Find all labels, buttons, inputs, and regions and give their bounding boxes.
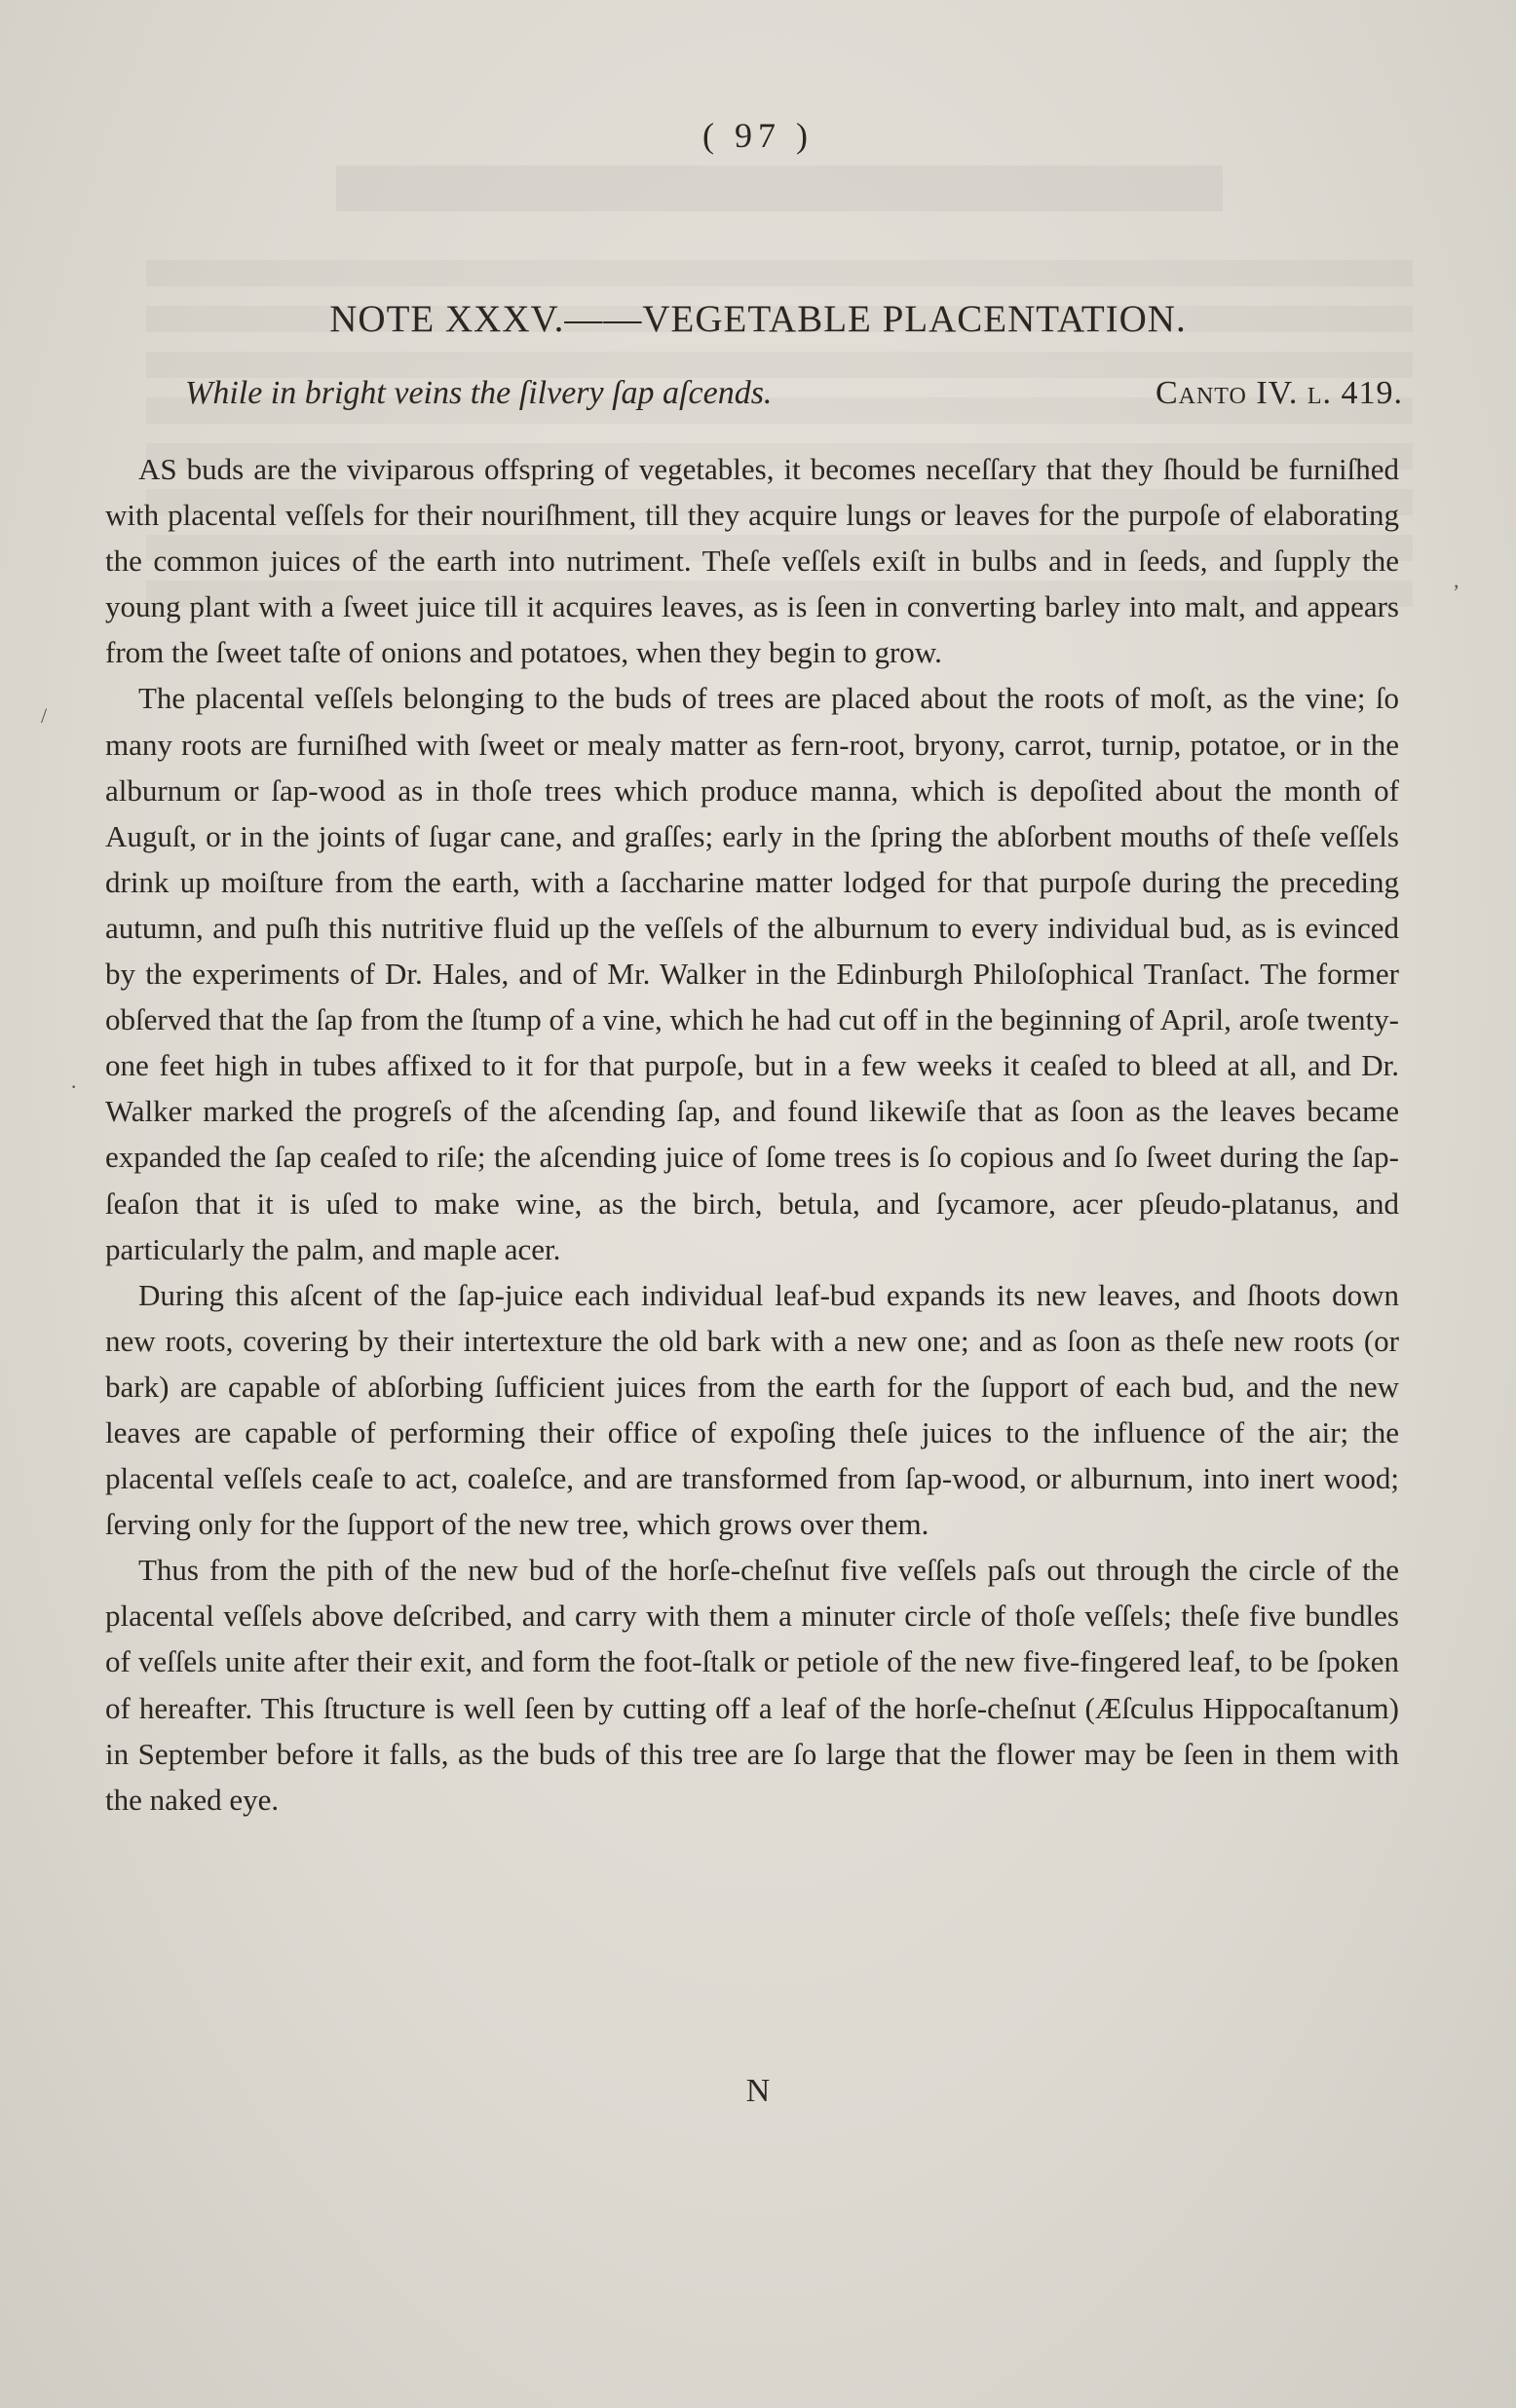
canto-reference: Canto IV. l. 419. [1155, 375, 1403, 411]
ink-speck: / [41, 703, 48, 728]
note-body [105, 446, 1399, 1823]
paragraph-2: The placental veſſels belonging to the buds of trees are placed about the roots of moſt, as the vine; ſo many roots are furniſhed with ſweet or mealy matter as fern-root, bryony, carrot, turnip, potatoe, or in the alburnum or ſap-wood as in thoſe trees which produce manna, which is depoſited about the month of Auguſt, or in the joints of ſugar cane, and graſſes; early in the ſpring the abſorbent mouths of theſe veſſels drink up moiſture from the earth, with a ſaccharine matter lodged for that purpoſe during the preceding autumn, and puſh this nutritive fluid up the veſſels of the alburnum to every individual bud, as is evinced by the experiments of Dr. Hales, and of Mr. Walker in the Edinburgh Philoſophical Tranſact. The former obſerved that the ſap from the ſtump of a vine, which he had cut off in the beginning of April, aroſe twenty-one feet high in tubes affixed to it for that purpoſe, but in a few weeks it ceaſed to bleed at all, and Dr. Walker marked the progreſs of the aſcending ſap, and found likewiſe that as ſoon as the leaves became expanded the ſap ceaſed to riſe; the aſcending juice of ſome trees is ſo copious and ſo ſweet during the ſap-ſeaſon that it is uſed to make wine, as the birch, betula, and ſycamore, acer pſeudo-platanus, and particularly the palm, and maple acer. [105, 681, 1399, 1266]
epigraph-row [185, 375, 1403, 424]
signature-mark: N [745, 2073, 771, 2109]
ink-speck: · [70, 1074, 78, 1099]
paragraph-4: Thus from the pith of the new bud of the horſe-cheſnut five veſſels paſs out through the circle of the placental veſſels above deſcribed, and carry with them a minuter circle of thoſe veſſels; theſe five bundles of veſſels unite after their exit, and form the foot-ſtalk or petiole of the new five-fingered leaf, to be ſpoken of hereafter. This ſtructure is well ſeen by cutting off a leaf of the horſe-cheſnut (Æſculus Hippocaſtanum) in September before it falls, as the buds of this tree are ſo large that the flower may be ſeen in them with the naked eye. [105, 1553, 1399, 1817]
ink-speck: , [1454, 568, 1459, 592]
page-number: ( 97 ) [702, 116, 814, 155]
epigraph: While in bright veins the ſilvery ſap aſcends. [185, 375, 773, 411]
note-title: NOTE XXXV.——VEGETABLE PLACENTATION. [329, 298, 1187, 340]
paragraph-1: AS buds are the viviparous offspring of vegetables, it becomes neceſſary that they ſhould be furniſhed with placental veſſels for their nouriſhment, till they acquire lungs or leaves for the purpoſe of elaborating the common juices of the earth into nutriment. Theſe veſſels exiſt in bulbs and in ſeeds, and ſupply the young plant with a ſweet juice till it acquires leaves, as is ſeen in converting barley into malt, and appears from the ſweet taſte of onions and potatoes, when they begin to grow. [105, 452, 1399, 670]
paragraph-3: During this aſcent of the ſap-juice each individual leaf-bud expands its new leaves, and ſhoots down new roots, covering by their intertexture the old bark with a new one; and as ſoon as theſe new roots (or bark) are capable of abſorbing ſufficient juices from the earth for the ſupport of each bud, and the new leaves are capable of performing their office of expoſing theſe juices to the influence of the air; the placental veſſels ceaſe to act, coaleſce, and are transformed from ſap-wood, or alburnum, into inert wood; ſerving only for the ſupport of the new tree, which grows over them. [105, 1277, 1399, 1542]
